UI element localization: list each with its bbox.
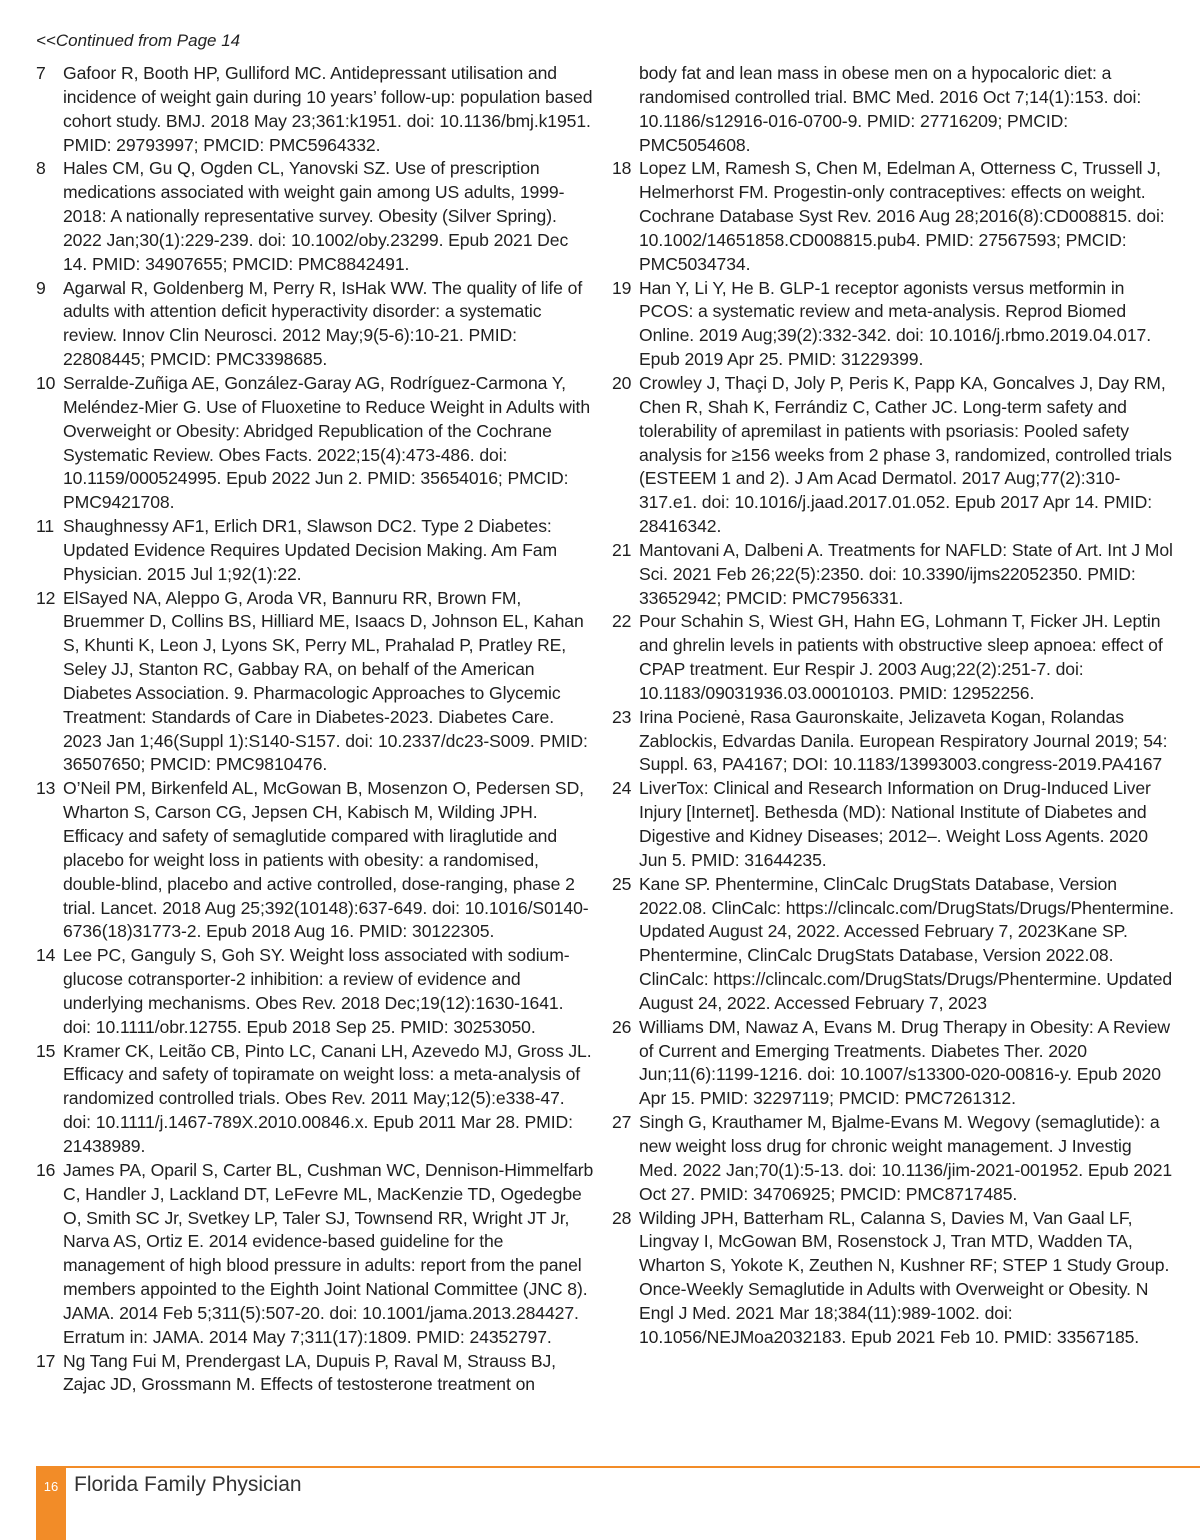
footer-accent-bar — [36, 1466, 66, 1540]
reference-item — [36, 62, 596, 157]
reference-number: 15 — [36, 1040, 56, 1061]
reference-text: Hales CM, Gu Q, Ogden CL, Yanovski SZ. Use of prescription medications associated with weight gain among US adults, 1999-2018: A nationally representative survey. Obesity (Silver Spring). 2022 Jan;30(1):229-239. doi: 10.1002/oby.23299. Epub 2021 Dec 14. PMID: 34907655; PMCID: PMC8842491. — [63, 158, 569, 274]
reference-number: 26 — [612, 1016, 632, 1037]
reference-item — [612, 157, 1174, 276]
reference-number: 24 — [612, 778, 632, 799]
reference-text: ElSayed NA, Aleppo G, Aroda VR, Bannuru RR, Brown FM, Bruemmer D, Collins BS, Hilliard ME, Isaacs D, Johnson EL, Kahan S, Khunti K, Leon J, Lyons SK, Perry ML, Prahalad P, Pratley RE, Seley JJ, Stanton RC, Gabbay RA, on behalf of the American Diabetes Association. 9. Pharmacologic Approaches to Glycemic Treatment: Standards of Care in Diabetes-2023. Diabetes Care. 2023 Jan 1;46(Suppl 1):S140-S157. doi: 10.2337/dc23-S009. PMID: 36507650; PMCID: PMC9810476. — [63, 587, 588, 775]
reference-text: Singh G, Krauthamer M, Bjalme-Evans M. Wegovy (semaglutide): a new weight loss drug for chronic weight management. J Investig Med. 2022 Jan;70(1):5-13. doi: 10.1136/jim-2021-001952. Epub 2021 Oct 27. PMID: 34706925; PMCID: PMC8717485. — [639, 1112, 1173, 1204]
reference-item — [36, 277, 596, 372]
reference-item — [612, 277, 1174, 372]
reference-number: 9 — [36, 277, 46, 298]
reference-text: Shaughnessy AF1, Erlich DR1, Slawson DC2. Type 2 Diabetes: Updated Evidence Requires Updated Decision Making. Am Fam Physician. 2015 Jul 1;92(1):22. — [63, 516, 558, 584]
reference-item — [612, 706, 1174, 778]
reference-text: LiverTox: Clinical and Research Information on Drug-Induced Liver Injury [Internet]. Bethesda (MD): National Institute of Diabetes and Digestive and Kidney Diseases; 2012–. Weight Loss Agents. 2020 Jun 5. PMID: 31644235. — [639, 778, 1151, 870]
reference-number: 28 — [612, 1207, 632, 1228]
reference-item — [36, 1159, 596, 1350]
reference-text: Kramer CK, Leitão CB, Pinto LC, Canani LH, Azevedo MJ, Gross JL. Efficacy and safety of topiramate on weight loss: a meta-analysis of randomized controlled trials. Obes Rev. 2011 May;12(5):e338-47. doi: 10.1111/j.1467-789X.2010.00846.x. Epub 2011 Mar 28. PMID: 21438989. — [63, 1040, 592, 1156]
continued-from-note: <<Continued from Page 14 — [36, 31, 241, 50]
reference-item — [612, 777, 1174, 872]
reference-number: 14 — [36, 945, 56, 966]
reference-text: Agarwal R, Goldenberg M, Perry R, IsHak WW. The quality of life of adults with attention deficit hyperactivity disorder: a systematic review. Innov Clin Neurosci. 2012 May;9(5-6):10-21. PMID: 22808445; PMCID: PMC3398685. — [63, 277, 583, 370]
reference-item — [36, 515, 596, 587]
reference-item — [36, 1040, 596, 1159]
footer-rule — [36, 1466, 1200, 1468]
reference-item — [612, 1207, 1174, 1350]
reference-number: 18 — [612, 158, 632, 179]
reference-item — [612, 873, 1174, 1016]
reference-item — [36, 587, 596, 778]
reference-number: 12 — [36, 587, 56, 608]
reference-item — [612, 1111, 1174, 1206]
reference-item — [36, 944, 596, 1039]
reference-number: 17 — [36, 1350, 56, 1371]
reference-text: Han Y, Li Y, He B. GLP-1 receptor agonists versus metformin in PCOS: a systematic review and meta-analysis. Reprod Biomed Online. 2019 Aug;39(2):332-342. doi: 10.1016/j.rbmo.2019.04.017. Epub 2019 Apr 25. PMID: 31229399. — [639, 277, 1152, 370]
reference-text: Williams DM, Nawaz A, Evans M. Drug Therapy in Obesity: A Review of Current and Emerging Treatments. Diabetes Ther. 2020 Jun;11(6):1199-1216. doi: 10.1007/s13300-020-00816-y. Epub 2020 Apr 15. PMID: 32297119; PMCID: PMC7261312. — [639, 1016, 1171, 1109]
reference-text: Irina Pocienė, Rasa Gauronskaite, Jelizaveta Kogan, Rolandas Zablockis, Edvardas Danila. European Respiratory Journal 2019; 54: Suppl. 63, PA4167; DOI: 10.1183/13993003.congress-2019.PA4167 — [639, 706, 1168, 775]
reference-item — [36, 777, 596, 944]
reference-text: O’Neil PM, Birkenfeld AL, McGowan B, Mosenzon O, Pedersen SD, Wharton S, Carson CG, Jepsen CH, Kabisch M, Wilding JPH. Efficacy and safety of semaglutide compared with liraglutide and placebo for weight loss in patients with obesity: a randomised, double-blind, placebo and active controlled, dose-ranging, phase 2 trial. Lancet. 2018 Aug 25;392(10148):637-649. doi: 10.1016/S0140-6736(18)31773-2. Epub 2018 Aug 16. PMID: 30122305. — [63, 778, 589, 942]
reference-item — [612, 539, 1174, 611]
publication-title: Florida Family Physician — [74, 1473, 302, 1496]
reference-text: Wilding JPH, Batterham RL, Calanna S, Davies M, Van Gaal LF, Lingvay I, McGowan BM, Rosenstock J, Tran MTD, Wadden TA, Wharton S, Yokote K, Zeuthen N, Kushner RF; STEP 1 Study Group. Once-Weekly Semaglutide in Adults with Overweight or Obesity. N Engl J Med. 2021 Mar 18;384(11):989-1002. doi: 10.1056/NEJMoa2032183. Epub 2021 Feb 10. PMID: 33567185. — [639, 1207, 1170, 1347]
reference-item — [612, 1016, 1174, 1111]
reference-item — [612, 610, 1174, 705]
reference-item — [36, 1350, 596, 1398]
reference-number — [612, 62, 639, 157]
reference-number: 7 — [36, 63, 46, 83]
reference-text: Kane SP. Phentermine, ClinCalc DrugStats Database, Version 2022.08. ClinCalc: https://clincalc.com/DrugStats/Drugs/Phentermine. Updated August 24, 2022. Accessed February 7, 2023Kane SP. Phentermine, ClinCalc DrugStats Database, Version 2022.08. ClinCalc: https://clincalc.com/DrugStats/Drugs/Phentermine. Updated August 24, 2022. Accessed February 7, 2023 — [639, 873, 1174, 1013]
reference-number: 23 — [612, 706, 632, 727]
reference-number: 16 — [36, 1159, 56, 1180]
reference-item — [612, 372, 1174, 539]
reference-text: Pour Schahin S, Wiest GH, Hahn EG, Lohmann T, Ficker JH. Leptin and ghrelin levels in patients with obstructive sleep apnoea: effect of CPAP treatment. Eur Respir J. 2003 Aug;22(2):251-7. doi: 10.1183/09031936.03.00010103. PMID: 12952256. — [639, 611, 1163, 703]
reference-number: 19 — [612, 277, 632, 298]
reference-number: 10 — [36, 372, 56, 393]
reference-number: 25 — [612, 873, 632, 894]
reference-text: Crowley J, Thaçi D, Joly P, Peris K, Papp KA, Goncalves J, Day RM, Chen R, Shah K, Ferrándiz C, Cather JC. Long-term safety and tolerability of apremilast in patients with psoriasis: Pooled safety analysis for ≥156 weeks from 2 phase 3, randomized, controlled trials (ESTEEM 1 and 2). J Am Acad Dermatol. 2017 Aug;77(2):310-317.e1. doi: 10.1016/j.jaad.2017.01.052. Epub 2017 Apr 14. PMID: 28416342. — [639, 372, 1172, 537]
reference-number: 20 — [612, 372, 632, 393]
reference-text: James PA, Oparil S, Carter BL, Cushman WC, Dennison-Himmelfarb C, Handler J, Lackland DT, LeFevre ML, MacKenzie TD, Ogedegbe O, Smith SC Jr, Svetkey LP, Taler SJ, Townsend RR, Wright JT Jr, Narva AS, Ortiz E. 2014 evidence-based guideline for the management of high blood pressure in adults: report from the panel members appointed to the Eighth Joint National Committee (JNC 8). JAMA. 2014 Feb 5;311(5):507-20. doi: 10.1001/jama.2013.284427. Erratum in: JAMA. 2014 May 7;311(17):1809. PMID: 24352797. — [63, 1159, 594, 1347]
page-number: 16 — [43, 1479, 59, 1494]
reference-number: 27 — [612, 1112, 632, 1133]
reference-number: 11 — [36, 516, 55, 537]
reference-item — [36, 372, 596, 515]
reference-text: Gafoor R, Booth HP, Gulliford MC. Antidepressant utilisation and incidence of weight gain during 10 years’ follow-up: population based cohort study. BMJ. 2018 May 23;361:k1951. doi: 10.1136/bmj.k1951. PMID: 29793997; PMCID: PMC5964332. — [63, 63, 593, 155]
reference-text: Lee PC, Ganguly S, Goh SY. Weight loss associated with sodium-glucose cotransporter-2 inhibition: a review of evidence and underlying mechanisms. Obes Rev. 2018 Dec;19(12):1630-1641. doi: 10.1111/obr.12755. Epub 2018 Sep 25. PMID: 30253050. — [63, 945, 570, 1037]
reference-text: Serralde-Zuñiga AE, González-Garay AG, Rodríguez-Carmona Y, Meléndez-Mier G. Use of Fluoxetine to Reduce Weight in Adults with Overweight or Obesity: Abridged Republication of the Cochrane Systematic Review. Obes Facts. 2022;15(4):473-486. doi: 10.1159/000524995. Epub 2022 Jun 2. PMID: 35654016; PMCID: PMC9421708. — [63, 372, 591, 513]
reference-item — [612, 62, 1174, 157]
references-left-column — [36, 62, 596, 1397]
reference-number: 22 — [612, 611, 632, 632]
reference-text: body fat and lean mass in obese men on a hypocaloric diet: a randomised controlled trial. BMC Med. 2016 Oct 7;14(1):153. doi: 10.1186/s12916-016-0700-9. PMID: 27716209; PMCID: PMC5054608. — [639, 63, 1142, 155]
reference-number: 8 — [36, 158, 46, 179]
reference-item — [36, 157, 596, 276]
reference-text: Lopez LM, Ramesh S, Chen M, Edelman A, Otterness C, Trussell J, Helmerhorst FM. Progestin-only contraceptives: effects on weight. Cochrane Database Syst Rev. 2016 Aug 28;2016(8):CD008815. doi: 10.1002/14651858.CD008815.pub4. PMID: 27567593; PMCID: PMC5034734. — [639, 158, 1165, 274]
reference-text: Ng Tang Fui M, Prendergast LA, Dupuis P, Raval M, Strauss BJ, Zajac JD, Grossmann M. Effects of testosterone treatment on — [63, 1350, 556, 1395]
reference-number: 21 — [612, 539, 632, 560]
reference-text: Mantovani A, Dalbeni A. Treatments for NAFLD: State of Art. Int J Mol Sci. 2021 Feb 26;22(5):2350. doi: 10.3390/ijms22052350. PMID: 33652942; PMCID: PMC7956331. — [639, 539, 1173, 608]
reference-number: 13 — [36, 778, 56, 799]
references-right-column — [612, 62, 1174, 1350]
